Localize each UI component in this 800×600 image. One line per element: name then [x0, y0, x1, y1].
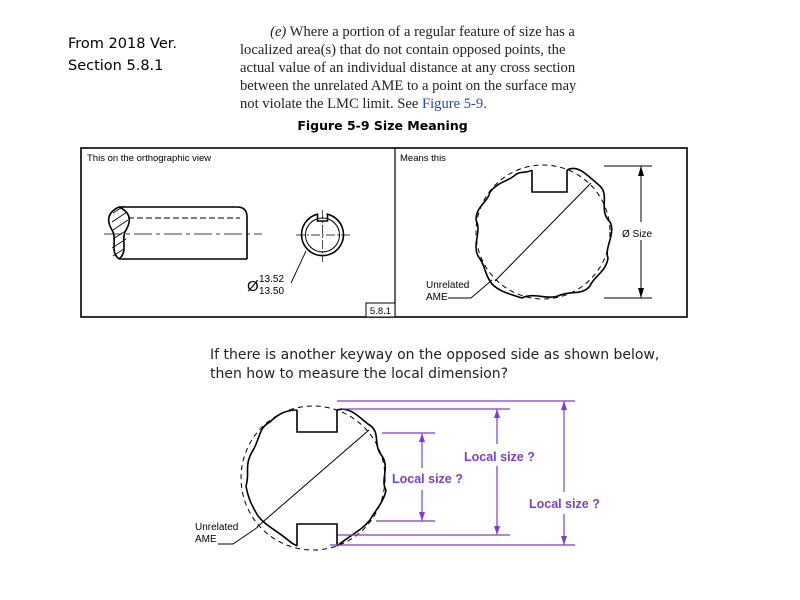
lower-unrelated-ame-line-1: Unrelated [195, 522, 239, 533]
figure-frame [81, 148, 687, 317]
dimension-lower-limit: 13.50 [259, 286, 285, 297]
question-line-1: If there is another keyway on the opposed side as shown below, [210, 347, 660, 363]
source-section-note: Section 5.8.1 [68, 58, 164, 74]
question-line-2: then how to measure the local dimension? [210, 366, 509, 382]
source-version-note: From 2018 Ver. [68, 36, 177, 52]
standard-text-line-4: between the unrelated AME to a point on the surface may [240, 78, 577, 94]
local-size-label-inner: Local size ? [392, 472, 463, 486]
shaft-end-view [291, 210, 350, 283]
standard-line-5-text: not violate the LMC limit. See [240, 96, 422, 112]
dimension-upper-limit: 13.52 [259, 274, 285, 285]
section-tag: 5.8.1 [369, 306, 392, 317]
standard-text-line-3: actual value of an individual distance at any cross section [240, 60, 576, 76]
left-panel-label: This on the orthographic view [87, 153, 212, 164]
figure-reference-link[interactable]: Figure 5-9. [422, 96, 487, 112]
unrelated-ame-label-line-2: AME [426, 292, 448, 303]
unrelated-ame-label-line-1: Unrelated [426, 280, 470, 291]
figure-caption: Figure 5-9 Size Meaning [297, 118, 468, 133]
standard-line-1-text: Where a portion of a regular feature of size has a [289, 24, 575, 40]
shaft-side-view [104, 206, 262, 259]
double-keyway-profile [218, 406, 386, 550]
standard-text-line-2: localized area(s) that do not contain opposed points, the [240, 42, 566, 58]
lower-unrelated-ame-line-2: AME [195, 534, 217, 545]
local-size-label-middle: Local size ? [464, 450, 535, 464]
clause-label: (e) [270, 24, 287, 40]
size-label: Ø Size [622, 229, 653, 240]
diameter-symbol: Ø [247, 278, 259, 295]
right-panel-label: Means this [400, 153, 446, 164]
local-size-label-outer: Local size ? [529, 497, 600, 511]
